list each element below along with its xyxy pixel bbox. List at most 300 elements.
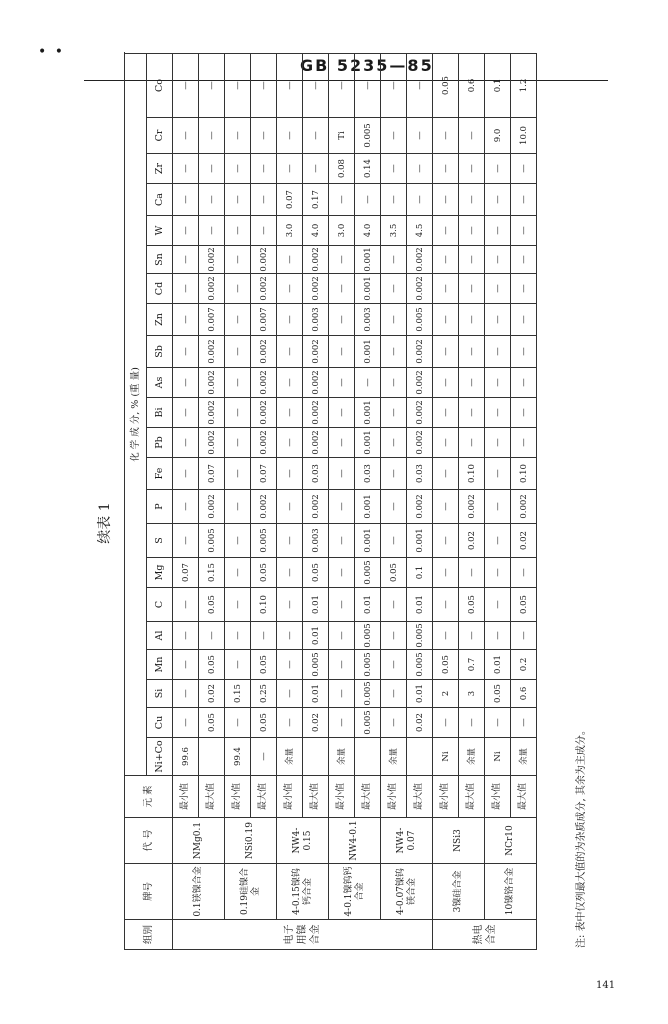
value-cell: — <box>381 588 407 622</box>
value-cell: — <box>433 524 459 558</box>
value-cell: 0.10 <box>459 458 485 490</box>
value-cell: — <box>277 398 303 428</box>
value-cell: — <box>225 428 251 458</box>
value-cell: 0.007 <box>251 304 277 336</box>
value-cell: — <box>225 490 251 524</box>
table-row <box>199 54 225 950</box>
value-cell: — <box>433 304 459 336</box>
value-cell: — <box>381 428 407 458</box>
element-cell: 最大值 <box>459 776 485 818</box>
value-cell: 0.15 <box>225 680 251 708</box>
element-cell: 最大值 <box>407 776 433 818</box>
value-cell: — <box>173 368 199 398</box>
value-cell: — <box>225 622 251 650</box>
code-cell: NW4-0.15 <box>277 818 329 864</box>
value-cell: 余量 <box>329 738 355 776</box>
value-cell: 0.6 <box>459 54 485 118</box>
value-cell: 0.005 <box>407 304 433 336</box>
value-cell: — <box>225 154 251 184</box>
value-cell: 0.005 <box>355 118 381 154</box>
value-cell: 0.007 <box>199 304 225 336</box>
value-cell: — <box>277 458 303 490</box>
column-header: Pb <box>147 428 173 458</box>
element-cell: 最小值 <box>173 776 199 818</box>
column-header: P <box>147 490 173 524</box>
value-cell: 0.05 <box>485 680 511 708</box>
value-cell: 0.15 <box>199 558 225 588</box>
brand-cell: 0.1镁镍合金 <box>173 864 225 920</box>
value-cell: 0.002 <box>303 246 329 274</box>
value-cell: 0.002 <box>303 336 329 368</box>
value-cell: — <box>381 708 407 738</box>
group-header: 组别 <box>125 920 173 950</box>
value-cell: — <box>173 622 199 650</box>
column-header: Mg <box>147 558 173 588</box>
value-cell: — <box>173 398 199 428</box>
value-cell: — <box>381 490 407 524</box>
value-cell: — <box>485 458 511 490</box>
value-cell: — <box>459 304 485 336</box>
value-cell: 0.08 <box>329 154 355 184</box>
value-cell: 0.07 <box>173 558 199 588</box>
table-row <box>303 54 329 950</box>
value-cell <box>355 738 381 776</box>
value-cell: — <box>329 524 355 558</box>
value-cell: — <box>381 54 407 118</box>
value-cell: — <box>225 336 251 368</box>
column-header: Cd <box>147 274 173 304</box>
value-cell: 0.02 <box>459 524 485 558</box>
value-cell: 0.002 <box>199 490 225 524</box>
value-cell: — <box>251 54 277 118</box>
value-cell: — <box>329 622 355 650</box>
value-cell: 0.002 <box>303 274 329 304</box>
value-cell: — <box>173 184 199 216</box>
value-cell: — <box>173 118 199 154</box>
value-cell: — <box>381 336 407 368</box>
element-cell: 最大值 <box>355 776 381 818</box>
value-cell: 0.002 <box>407 336 433 368</box>
table-row <box>459 54 485 950</box>
value-cell: — <box>381 680 407 708</box>
value-cell: — <box>277 524 303 558</box>
value-cell: — <box>277 368 303 398</box>
brand-header: 牌号 <box>125 864 173 920</box>
value-cell: 0.02 <box>511 524 537 558</box>
value-cell: 0.05 <box>251 650 277 680</box>
value-cell: — <box>329 398 355 428</box>
value-cell: 0.002 <box>251 274 277 304</box>
value-cell: — <box>511 304 537 336</box>
value-cell: — <box>173 336 199 368</box>
value-cell: 3.5 <box>381 216 407 246</box>
value-cell: — <box>277 680 303 708</box>
value-cell: — <box>511 398 537 428</box>
brand-cell: 3镍硅合金 <box>433 864 485 920</box>
value-cell: — <box>225 558 251 588</box>
value-cell: — <box>381 274 407 304</box>
column-header: Zr <box>147 154 173 184</box>
value-cell: — <box>277 336 303 368</box>
value-cell: — <box>381 154 407 184</box>
value-cell: 0.01 <box>407 680 433 708</box>
value-cell: — <box>199 622 225 650</box>
value-cell: — <box>173 216 199 246</box>
value-cell: — <box>277 708 303 738</box>
element-cell: 最小值 <box>381 776 407 818</box>
value-cell: 余量 <box>459 738 485 776</box>
value-cell: — <box>277 558 303 588</box>
value-cell: 0.1 <box>485 54 511 118</box>
value-cell: — <box>329 650 355 680</box>
value-cell: 0.1 <box>407 558 433 588</box>
value-cell: — <box>225 54 251 118</box>
value-cell: — <box>173 650 199 680</box>
value-cell: — <box>459 154 485 184</box>
value-cell: — <box>511 428 537 458</box>
value-cell: — <box>485 588 511 622</box>
value-cell: — <box>225 184 251 216</box>
element-cell: 最大值 <box>511 776 537 818</box>
value-cell: 0.003 <box>303 524 329 558</box>
table-note: 注: 表中仅列最大值的为杂质成分, 其余为主成分。 <box>576 725 587 948</box>
value-cell: — <box>459 558 485 588</box>
value-cell: — <box>329 246 355 274</box>
element-header: 元 素 <box>125 776 173 818</box>
value-cell: 0.02 <box>199 680 225 708</box>
value-cell: — <box>329 558 355 588</box>
code-cell: NCr10 <box>485 818 537 864</box>
value-cell: 0.002 <box>199 398 225 428</box>
value-cell: 0.07 <box>251 458 277 490</box>
value-cell: — <box>329 428 355 458</box>
value-cell: 3.0 <box>329 216 355 246</box>
column-header: Cu <box>147 708 173 738</box>
value-cell: 2 <box>433 680 459 708</box>
table-row <box>329 54 355 950</box>
value-cell: 0.005 <box>355 680 381 708</box>
value-cell: — <box>251 184 277 216</box>
value-cell: 0.002 <box>199 336 225 368</box>
column-header: Si <box>147 680 173 708</box>
value-cell <box>199 738 225 776</box>
column-header: Zn <box>147 304 173 336</box>
value-cell: 0.002 <box>407 490 433 524</box>
value-cell: 3.0 <box>277 216 303 246</box>
value-cell: 0.01 <box>407 588 433 622</box>
value-cell: — <box>381 524 407 558</box>
column-header: C <box>147 588 173 622</box>
code-header: 代 号 <box>125 818 173 864</box>
value-cell: — <box>277 588 303 622</box>
value-cell: 0.02 <box>303 708 329 738</box>
value-cell: 0.002 <box>199 428 225 458</box>
column-header: Sb <box>147 336 173 368</box>
table-row <box>225 54 251 950</box>
value-cell: 0.05 <box>199 588 225 622</box>
value-cell: 0.05 <box>251 558 277 588</box>
brand-cell: 4-0.1镍钨钙合金 <box>329 864 381 920</box>
value-cell: — <box>433 490 459 524</box>
value-cell: — <box>199 54 225 118</box>
value-cell: 0.03 <box>407 458 433 490</box>
column-header: Sn <box>147 246 173 274</box>
value-cell: 0.03 <box>303 458 329 490</box>
value-cell: — <box>511 558 537 588</box>
value-cell: — <box>511 708 537 738</box>
value-cell: 0.14 <box>355 154 381 184</box>
value-cell: — <box>173 524 199 558</box>
code-cell: NW4-0.07 <box>381 818 433 864</box>
value-cell: 0.01 <box>303 588 329 622</box>
value-cell <box>303 738 329 776</box>
value-cell: — <box>225 588 251 622</box>
value-cell: — <box>459 336 485 368</box>
value-cell: — <box>277 54 303 118</box>
value-cell: — <box>459 184 485 216</box>
value-cell: — <box>485 246 511 274</box>
value-cell: 0.002 <box>459 490 485 524</box>
value-cell: 0.002 <box>407 398 433 428</box>
value-cell: — <box>225 650 251 680</box>
value-cell: — <box>485 216 511 246</box>
value-cell: — <box>433 708 459 738</box>
value-cell: 0.10 <box>511 458 537 490</box>
value-cell: — <box>355 368 381 398</box>
value-cell: 0.001 <box>355 490 381 524</box>
value-cell: 0.002 <box>407 246 433 274</box>
value-cell: 0.002 <box>407 428 433 458</box>
brand-cell: 0.19硅镍合金 <box>225 864 277 920</box>
value-cell: — <box>251 738 277 776</box>
value-cell: 0.002 <box>251 490 277 524</box>
value-cell: — <box>277 274 303 304</box>
value-cell: 0.2 <box>511 650 537 680</box>
value-cell: — <box>225 368 251 398</box>
value-cell: — <box>459 428 485 458</box>
value-cell: — <box>277 154 303 184</box>
value-cell: — <box>329 680 355 708</box>
value-cell: 0.002 <box>407 274 433 304</box>
value-cell: 0.05 <box>251 708 277 738</box>
value-cell: 0.005 <box>407 622 433 650</box>
value-cell: 0.002 <box>199 246 225 274</box>
column-header: S <box>147 524 173 558</box>
value-cell: — <box>459 216 485 246</box>
table-caption: 续表 1 <box>97 502 113 544</box>
value-cell: — <box>225 458 251 490</box>
page-number: 141 <box>596 980 616 991</box>
value-cell: — <box>485 428 511 458</box>
table-row <box>485 54 511 950</box>
value-cell: — <box>433 216 459 246</box>
column-header: W <box>147 216 173 246</box>
value-cell: — <box>303 154 329 184</box>
value-cell: 9.0 <box>485 118 511 154</box>
value-cell: — <box>511 216 537 246</box>
value-cell: — <box>433 428 459 458</box>
value-cell: — <box>459 708 485 738</box>
value-cell: — <box>407 184 433 216</box>
value-cell: — <box>511 154 537 184</box>
value-cell: — <box>433 246 459 274</box>
value-cell: — <box>329 588 355 622</box>
value-cell: 0.005 <box>355 622 381 650</box>
value-cell: — <box>225 398 251 428</box>
value-cell: — <box>433 588 459 622</box>
value-cell: 0.07 <box>277 184 303 216</box>
value-cell: — <box>485 336 511 368</box>
value-cell: — <box>251 216 277 246</box>
column-header: Al <box>147 622 173 650</box>
column-header: Co <box>147 54 173 118</box>
value-cell: — <box>511 336 537 368</box>
column-header: Cr <box>147 118 173 154</box>
table-row <box>173 54 199 950</box>
value-cell: 0.02 <box>407 708 433 738</box>
standard-number: GB 5235—85 <box>300 56 434 75</box>
value-cell: — <box>407 154 433 184</box>
table-row <box>381 54 407 950</box>
value-cell: — <box>173 458 199 490</box>
value-cell: — <box>485 184 511 216</box>
value-cell: — <box>225 708 251 738</box>
value-cell: — <box>511 368 537 398</box>
value-cell: Ni <box>433 738 459 776</box>
value-cell: 0.002 <box>251 428 277 458</box>
value-cell: — <box>251 118 277 154</box>
column-header: Fe <box>147 458 173 490</box>
value-cell: — <box>329 274 355 304</box>
value-cell: — <box>433 154 459 184</box>
value-cell: — <box>459 246 485 274</box>
composition-table-wrap <box>124 76 564 950</box>
value-cell: — <box>381 458 407 490</box>
value-cell: 0.005 <box>355 708 381 738</box>
value-cell: 0.25 <box>251 680 277 708</box>
value-cell: — <box>225 524 251 558</box>
value-cell: 0.01 <box>303 680 329 708</box>
value-cell: Ni <box>485 738 511 776</box>
value-cell: — <box>381 398 407 428</box>
value-cell: — <box>173 708 199 738</box>
value-cell: — <box>381 118 407 154</box>
value-cell: — <box>485 524 511 558</box>
value-cell: 0.05 <box>433 54 459 118</box>
value-cell: — <box>173 274 199 304</box>
value-cell: — <box>329 184 355 216</box>
value-cell: 0.05 <box>381 558 407 588</box>
column-header: Bi <box>147 398 173 428</box>
value-cell: 0.05 <box>303 558 329 588</box>
value-cell: — <box>485 558 511 588</box>
value-cell: 0.005 <box>199 524 225 558</box>
value-cell: — <box>199 184 225 216</box>
value-cell: — <box>433 398 459 428</box>
value-cell: 0.005 <box>355 650 381 680</box>
table-row <box>433 54 459 950</box>
value-cell: — <box>173 428 199 458</box>
code-cell: NSi3 <box>433 818 485 864</box>
value-cell: 0.05 <box>199 650 225 680</box>
value-cell: — <box>407 54 433 118</box>
value-cell: 0.002 <box>303 428 329 458</box>
value-cell: 0.07 <box>199 458 225 490</box>
value-cell: — <box>329 54 355 118</box>
value-cell: 0.003 <box>303 304 329 336</box>
code-cell: NSi0.19 <box>225 818 277 864</box>
value-cell: 0.001 <box>355 524 381 558</box>
corner-marks: • • <box>38 44 65 60</box>
value-cell: 0.01 <box>355 588 381 622</box>
value-cell: — <box>277 304 303 336</box>
value-cell: 0.05 <box>433 650 459 680</box>
value-cell: — <box>433 368 459 398</box>
value-cell: — <box>381 184 407 216</box>
brand-cell: 10镍铬合金 <box>485 864 537 920</box>
value-cell: 0.002 <box>303 368 329 398</box>
element-cell: 最小值 <box>225 776 251 818</box>
value-cell: — <box>225 246 251 274</box>
value-cell: — <box>303 54 329 118</box>
value-cell: — <box>381 368 407 398</box>
value-cell: — <box>173 304 199 336</box>
value-cell: — <box>277 490 303 524</box>
value-cell: 0.001 <box>355 428 381 458</box>
group-label-thermoelectric: 热电合金 <box>433 920 537 950</box>
value-cell: 0.002 <box>251 246 277 274</box>
value-cell: — <box>433 558 459 588</box>
value-cell: — <box>303 118 329 154</box>
value-cell: 0.10 <box>251 588 277 622</box>
value-cell: — <box>433 118 459 154</box>
value-cell: 0.6 <box>511 680 537 708</box>
value-cell: — <box>459 274 485 304</box>
value-cell: 0.005 <box>251 524 277 558</box>
value-cell: — <box>225 274 251 304</box>
table-row <box>511 54 537 950</box>
value-cell: 余量 <box>277 738 303 776</box>
value-cell: 0.05 <box>511 588 537 622</box>
group-label-electronic: 电子用镍合金 <box>173 920 433 950</box>
value-cell: 0.005 <box>355 558 381 588</box>
value-cell: — <box>199 216 225 246</box>
value-cell: — <box>329 368 355 398</box>
value-cell: — <box>251 154 277 184</box>
value-cell: — <box>485 304 511 336</box>
value-cell: 0.001 <box>407 524 433 558</box>
element-cell: 最小值 <box>277 776 303 818</box>
value-cell: 0.002 <box>199 368 225 398</box>
value-cell: — <box>433 622 459 650</box>
value-cell: — <box>199 118 225 154</box>
value-cell: 1.2 <box>511 54 537 118</box>
value-cell: 0.002 <box>407 368 433 398</box>
value-cell: 余量 <box>381 738 407 776</box>
composition-header: 化 学 成 分, % (重 量) <box>125 54 147 776</box>
value-cell: — <box>225 304 251 336</box>
value-cell: — <box>355 184 381 216</box>
value-cell: — <box>485 398 511 428</box>
value-cell: 0.001 <box>355 274 381 304</box>
brand-cell: 4-0.07镍钨镁合金 <box>381 864 433 920</box>
value-cell: — <box>485 368 511 398</box>
value-cell: — <box>485 274 511 304</box>
value-cell: — <box>277 246 303 274</box>
value-cell: — <box>173 154 199 184</box>
value-cell <box>407 738 433 776</box>
value-cell: — <box>251 622 277 650</box>
